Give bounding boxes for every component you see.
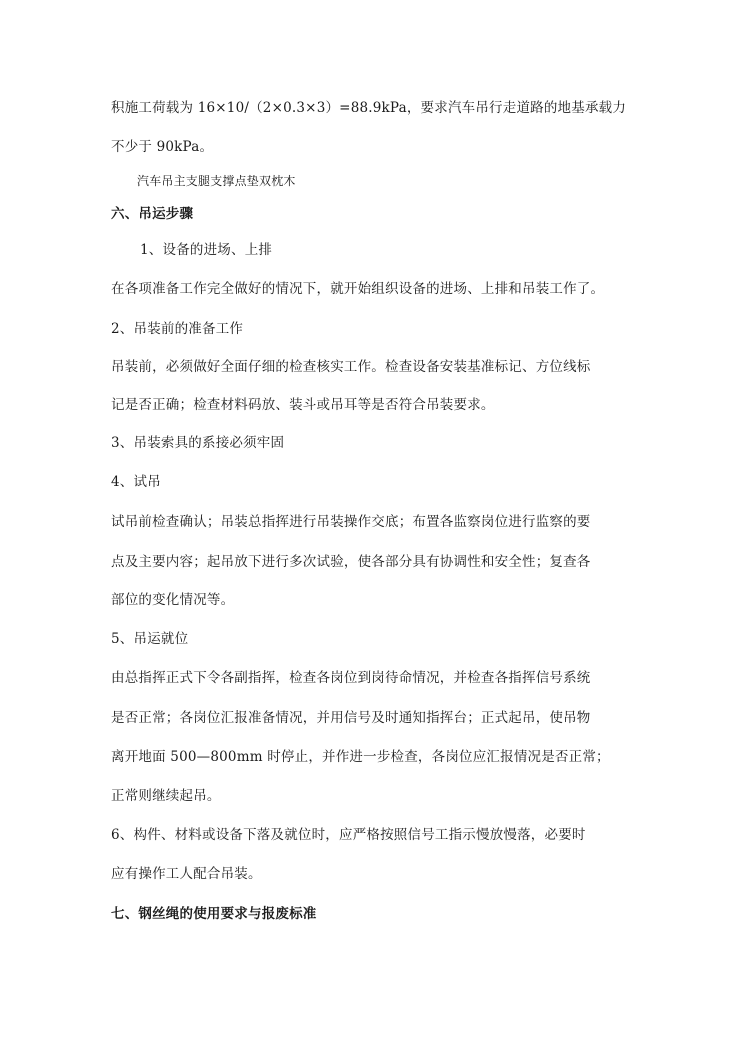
paragraph-line: 正常则继续起吊。: [111, 788, 221, 804]
subsection-heading: 5、吊运就位: [111, 631, 189, 647]
paragraph-line: 点及主要内容；起吊放下进行多次试验，使各部分具有协调性和安全性；复查各: [111, 554, 591, 570]
paragraph-line: 不少于 90kPa。: [111, 139, 214, 155]
paragraph-line: 记是否正确；检查材料码放、装斗或吊耳等是否符合吊装要求。: [111, 397, 495, 413]
subsection-heading: 4、试吊: [111, 474, 161, 490]
subsection-heading: 3、吊装索具的系接必须牢固: [111, 435, 285, 451]
paragraph-line: 由总指挥正式下令各副指挥，检查各岗位到岗待命情况，并检查各指挥信号系统: [111, 670, 591, 686]
paragraph-line: 应有操作工人配合吊装。: [111, 866, 262, 882]
section-heading: 七、钢丝绳的使用要求与报废标准: [111, 906, 317, 922]
section-heading: 六、吊运步骤: [111, 206, 194, 222]
paragraph-line: 是否正常；各岗位汇报准备情况，并用信号及时通知指挥台；正式起吊，使吊物: [111, 710, 591, 726]
subsection-heading: 2、吊装前的准备工作: [111, 321, 244, 337]
figure-caption: 汽车吊主支腿支撑点垫双枕木: [137, 174, 296, 188]
paragraph-line: 部位的变化情况等。: [111, 592, 235, 608]
subsection-heading: 1、设备的进场、上排: [140, 242, 273, 258]
paragraph-line: 吊装前，必须做好全面仔细的检查核实工作。检查设备安装基准标记、方位线标: [111, 359, 591, 375]
paragraph-line: 试吊前检查确认；吊装总指挥进行吊装操作交底；布置各监察岗位进行监察的要: [111, 514, 591, 530]
paragraph-line: 在各项准备工作完全做好的情况下，就开始组织设备的进场、上排和吊装工作了。: [111, 281, 605, 297]
paragraph-line: 离开地面 500—800mm 时停止，并作进一步检查，各岗位应汇报情况是否正常；: [111, 749, 610, 765]
paragraph-line: 6、构件、材料或设备下落及就位时，应严格按照信号工指示慢放慢落，必要时: [111, 827, 586, 843]
paragraph-line: 积施工荷载为 16×10/（2×0.3×3）=88.9kPa，要求汽车吊行走道路的地基承载力: [111, 100, 627, 116]
